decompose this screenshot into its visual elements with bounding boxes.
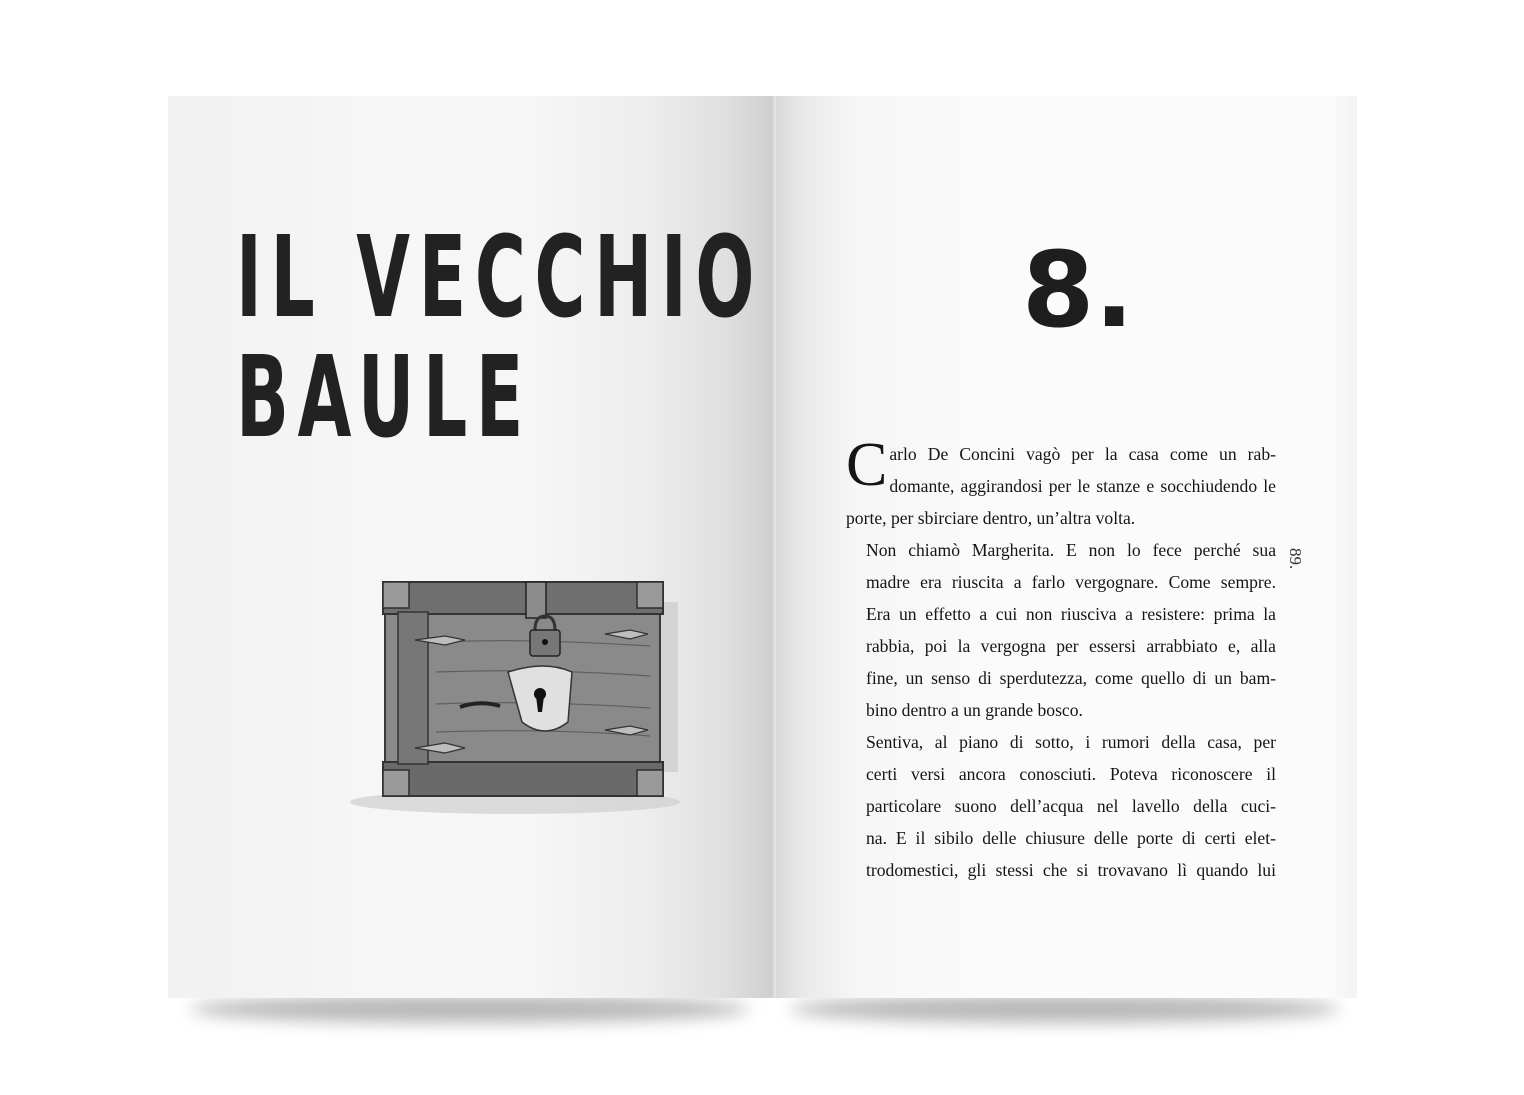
text-line: rabbia, poi la vergogna per essersi arrabbiato e, alla (866, 636, 1276, 656)
chapter-number: 8. (1022, 229, 1134, 351)
text-line: arlo De Concini vagò per la casa come un rab- (889, 444, 1276, 464)
chapter-title-line-1: IL VECCHIO (236, 213, 764, 343)
drop-cap: C (846, 431, 888, 499)
text-line: fine, un senso di sperdutezza, come quello di un bam- (866, 668, 1276, 688)
text-line: domante, aggirandosi per le stanze e socchiudendo le (889, 476, 1276, 496)
book-shadow-left (190, 995, 750, 1023)
chapter-body-text (846, 431, 1276, 886)
text-line: trodomestici, gli stessi che si trovavano lì quando lui (866, 860, 1276, 880)
text-line: particolare suono dell’acqua nel lavello della cuci- (866, 796, 1276, 816)
text-line: na. E il sibilo delle chiusure delle porte di certi elet- (866, 828, 1276, 848)
text-line: porte, per sbirciare dentro, un’altra volta. (846, 508, 1136, 528)
text-line: Era un effetto a cui non riusciva a resistere: prima la (866, 604, 1276, 624)
text-line: Sentiva, al piano di sotto, i rumori della casa, per (866, 732, 1276, 752)
paragraph-1 (846, 431, 1276, 534)
text-line: Non chiamò Margherita. E non lo fece perché sua (866, 540, 1276, 560)
old-trunk-illustration (350, 572, 680, 822)
text-line: madre era riuscita a farlo vergognare. Come sempre. (866, 572, 1276, 592)
paragraph-3 (846, 726, 1276, 886)
text-line: certi versi ancora conosciuti. Poteva riconoscere il (866, 764, 1276, 784)
page-number: 89. (1286, 548, 1305, 570)
text-line: bino dentro a un grande bosco. (866, 700, 1083, 720)
paragraph-2 (846, 534, 1276, 726)
book-shadow-right (790, 995, 1340, 1023)
chapter-title (236, 213, 1086, 463)
chapter-title-line-2: BAULE (236, 333, 533, 463)
